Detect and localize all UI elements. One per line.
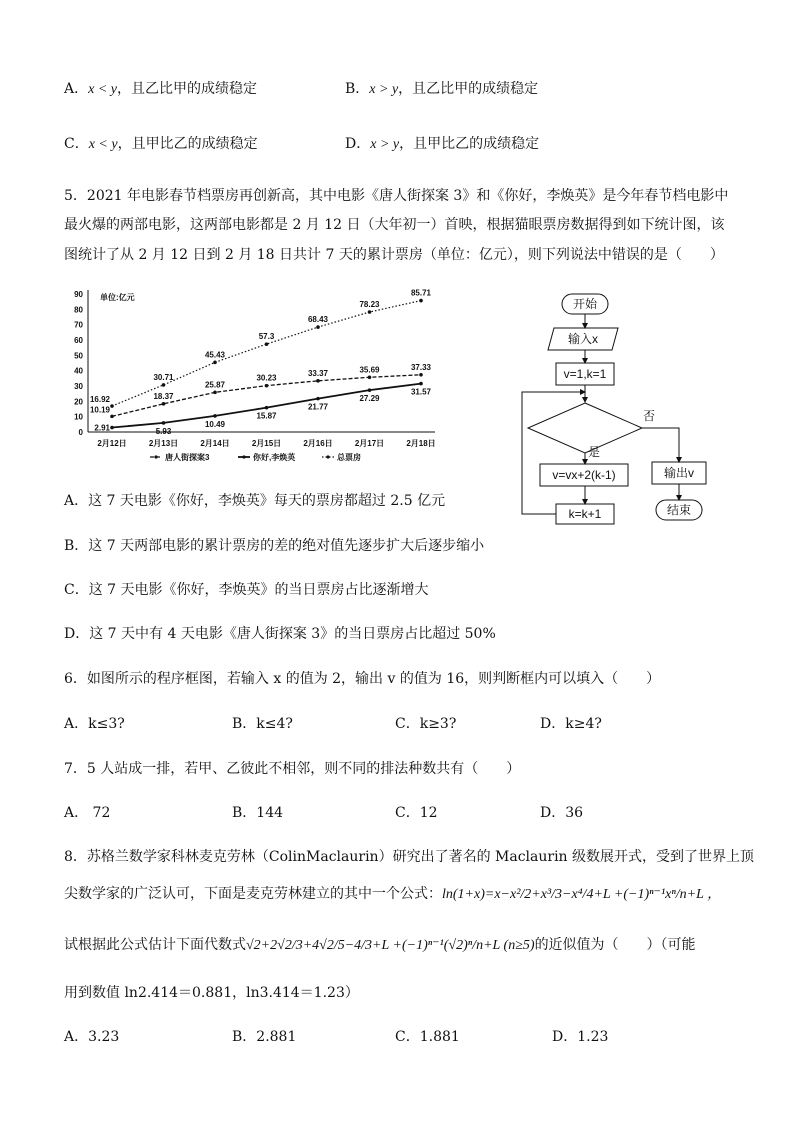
q8-line2-text: 尖数学家的广泛认可，下面是麦克劳林建立的其中一个公式： <box>64 886 442 902</box>
data-label: 78.23 <box>359 300 380 310</box>
option-label: D． <box>345 136 371 152</box>
data-point <box>265 406 269 410</box>
q6-option-d: D．k≥4? <box>540 716 602 732</box>
data-point <box>316 397 320 401</box>
q5-option-b: B．这 7 天两部电影的累计票房的差的绝对值先逐步扩大后逐步缩小 <box>64 538 485 554</box>
q5-stem-line1: 5．2021 年电影春节档票房再创新高，其中电影《唐人街探案 3》和《你好，李焕英》是今年春节档电影中 <box>64 188 729 204</box>
update-label: v=vx+2(k-1) <box>552 468 616 482</box>
option-text: ，且乙比甲的成绩稳定 <box>398 81 539 97</box>
q4-option-c <box>64 134 258 155</box>
data-label: 18.37 <box>153 391 174 401</box>
legend-entry: 你好,李焕英 <box>253 453 296 462</box>
input-label: 输入x <box>567 332 599 346</box>
legend-entry: 唐人街探案3 <box>165 453 210 462</box>
q4-option-b <box>345 79 538 100</box>
data-point <box>162 383 166 387</box>
data-point <box>162 421 166 425</box>
data-point <box>368 375 372 379</box>
q7-option-a: A． 72 <box>64 805 111 821</box>
option-text: ，且乙比甲的成绩稳定 <box>117 81 257 97</box>
data-label: 37.33 <box>410 362 432 372</box>
q8-option-a: A．3.23 <box>64 1029 120 1045</box>
q7-option-b: B．144 <box>232 805 284 821</box>
data-point <box>213 414 217 418</box>
q8-line3-tail: 的近似值为（ ）（可能 <box>534 937 696 953</box>
legend-entry: 总票房 <box>337 453 361 462</box>
data-label: 57.3 <box>258 332 275 342</box>
q8-option-c: C．1.881 <box>395 1029 460 1045</box>
legend-marker <box>326 455 329 458</box>
y-tick-label: 10 <box>74 412 83 422</box>
data-label: 35.69 <box>359 365 380 375</box>
data-point <box>419 299 423 303</box>
data-label: 68.43 <box>307 315 329 325</box>
data-label: 30.23 <box>256 373 277 383</box>
x-tick-label: 2月17日 <box>354 439 385 448</box>
end-label: 结束 <box>666 503 692 517</box>
q6-stem: 6．如图所示的程序框图，若输入 x 的值为 2，输出 v 的值为 16，则判断框内可以填入（ ） <box>64 671 661 687</box>
maclaurin-formula: ln(1+x)=x−x²/2+x³/3−x⁴/4+L +(−1)ⁿ⁻¹xⁿ/n+L ， <box>442 887 722 902</box>
data-point <box>110 404 114 408</box>
q8-option-b: B．2.881 <box>232 1029 297 1045</box>
series-expression: √2+2√2/3+4√2/5−4/3+L +(−1)ⁿ⁻¹(√2)ⁿ/n+L (n≥5) <box>246 938 535 953</box>
x-tick-label: 2月12日 <box>97 439 127 448</box>
init-label: v=1,k=1 <box>563 367 607 381</box>
y-tick-label: 20 <box>74 397 83 407</box>
data-label: 10.19 <box>89 405 110 415</box>
data-point <box>162 402 166 406</box>
option-text: ，且甲比乙的成绩稳定 <box>117 136 258 152</box>
series-line-2 <box>112 384 421 428</box>
q8-stem-line4: 用到数值 ln2.414＝0.881，ln3.414＝1.23） <box>64 985 359 1001</box>
data-point <box>110 415 114 419</box>
data-point <box>213 361 217 365</box>
start-label: 开始 <box>572 297 598 311</box>
box-office-chart <box>60 284 450 474</box>
y-tick-label: 50 <box>74 351 83 361</box>
q6-option-b: B．k≤4? <box>232 716 293 732</box>
q8-stem-line1: 8．苏格兰数学家科林麦克劳林（ColinMaclaurin）研究出了著名的 Maclaurin 级数展开式，受到了世界上顶 <box>64 849 755 865</box>
data-label: 2.91 <box>94 423 110 433</box>
q6-option-c: C．k≥3? <box>395 716 457 732</box>
no-label: 否 <box>642 409 656 423</box>
q7-option-c: C．12 <box>395 805 438 821</box>
y-tick-label: 60 <box>74 336 83 345</box>
data-label: 30.71 <box>153 372 174 382</box>
data-point <box>368 388 372 392</box>
data-point <box>316 379 320 383</box>
data-point <box>110 426 114 430</box>
option-label: C． <box>64 136 89 152</box>
chart-title: 单位:亿元 <box>100 293 135 302</box>
x-tick-label: 2月13日 <box>148 439 179 448</box>
x-tick-label: 2月16日 <box>303 439 333 448</box>
option-label: B． <box>345 81 370 97</box>
data-point <box>265 342 269 346</box>
q5-option-d: D．这 7 天中有 4 天电影《唐人街探案 3》的当日票房占比超过 50% <box>64 626 496 642</box>
data-label: 16.92 <box>89 395 110 405</box>
q4-option-a <box>64 79 257 100</box>
data-label: 45.43 <box>204 350 226 360</box>
data-point <box>368 310 372 314</box>
y-tick-label: 0 <box>78 428 83 437</box>
option-math: x < y <box>88 82 117 97</box>
y-tick-label: 80 <box>74 305 83 315</box>
y-tick-label: 70 <box>74 320 83 330</box>
q6-option-a: A．k≤3? <box>64 716 125 732</box>
data-label: 25.87 <box>204 380 226 390</box>
data-point <box>213 391 217 395</box>
data-point <box>265 384 269 388</box>
data-point <box>316 325 320 329</box>
data-label: 15.87 <box>256 411 277 421</box>
output-label: 输出v <box>663 466 695 480</box>
decision-diamond <box>528 403 642 453</box>
q8-line3-text: 试根据此公式估计下面代数式 <box>64 937 246 953</box>
data-label: 10.49 <box>204 419 226 429</box>
option-text: ，且甲比乙的成绩稳定 <box>399 136 540 152</box>
option-math: x > y <box>370 137 400 152</box>
data-label: 21.77 <box>307 402 329 412</box>
q5-stem-line3: 图统计了从 2 月 12 日到 2 月 18 日共计 7 天的累计票房（单位：亿元），则下列说法中错误的是（ ） <box>64 247 724 263</box>
yes-label: 是 <box>587 445 601 459</box>
q5-option-a: A．这 7 天电影《你好，李焕英》每天的票房都超过 2.5 亿元 <box>64 493 446 509</box>
option-math: x > y <box>369 82 399 97</box>
data-label: 31.57 <box>410 387 432 397</box>
legend-marker <box>154 455 157 458</box>
data-point <box>419 373 423 377</box>
data-label: 27.29 <box>359 394 380 404</box>
option-label: A． <box>64 81 89 97</box>
data-point <box>419 382 423 386</box>
data-label: 33.37 <box>307 368 329 378</box>
x-tick-label: 2月15日 <box>251 439 282 448</box>
data-label: 85.71 <box>410 288 432 298</box>
q8-option-d: D．1.23 <box>552 1029 609 1045</box>
flowchart <box>516 288 716 528</box>
q7-option-d: D．36 <box>540 805 584 821</box>
q8-stem-line2 <box>64 884 721 905</box>
option-math: x < y <box>88 137 118 152</box>
y-tick-label: 40 <box>74 366 83 376</box>
q8-stem-line3 <box>64 935 696 956</box>
legend-marker <box>242 455 245 458</box>
q5-option-c: C．这 7 天电影《你好，李焕英》的当日票房占比逐渐增大 <box>64 582 429 598</box>
q7-stem: 7．5 人站成一排，若甲、乙彼此不相邻，则不同的排法种数共有（ ） <box>64 761 521 777</box>
y-tick-label: 30 <box>74 382 83 391</box>
q5-stem-line2: 最火爆的两部电影，这两部电影都是 2 月 12 日（大年初一）首映，根据猫眼票房数据得到如下统计图，该 <box>64 217 725 233</box>
q4-option-d <box>345 134 539 155</box>
y-tick-label: 90 <box>74 290 83 299</box>
x-tick-label: 2月14日 <box>200 439 230 448</box>
x-tick-label: 2月18日 <box>406 439 436 448</box>
increment-label: k=k+1 <box>568 507 602 521</box>
data-label: 5.93 <box>155 426 172 436</box>
